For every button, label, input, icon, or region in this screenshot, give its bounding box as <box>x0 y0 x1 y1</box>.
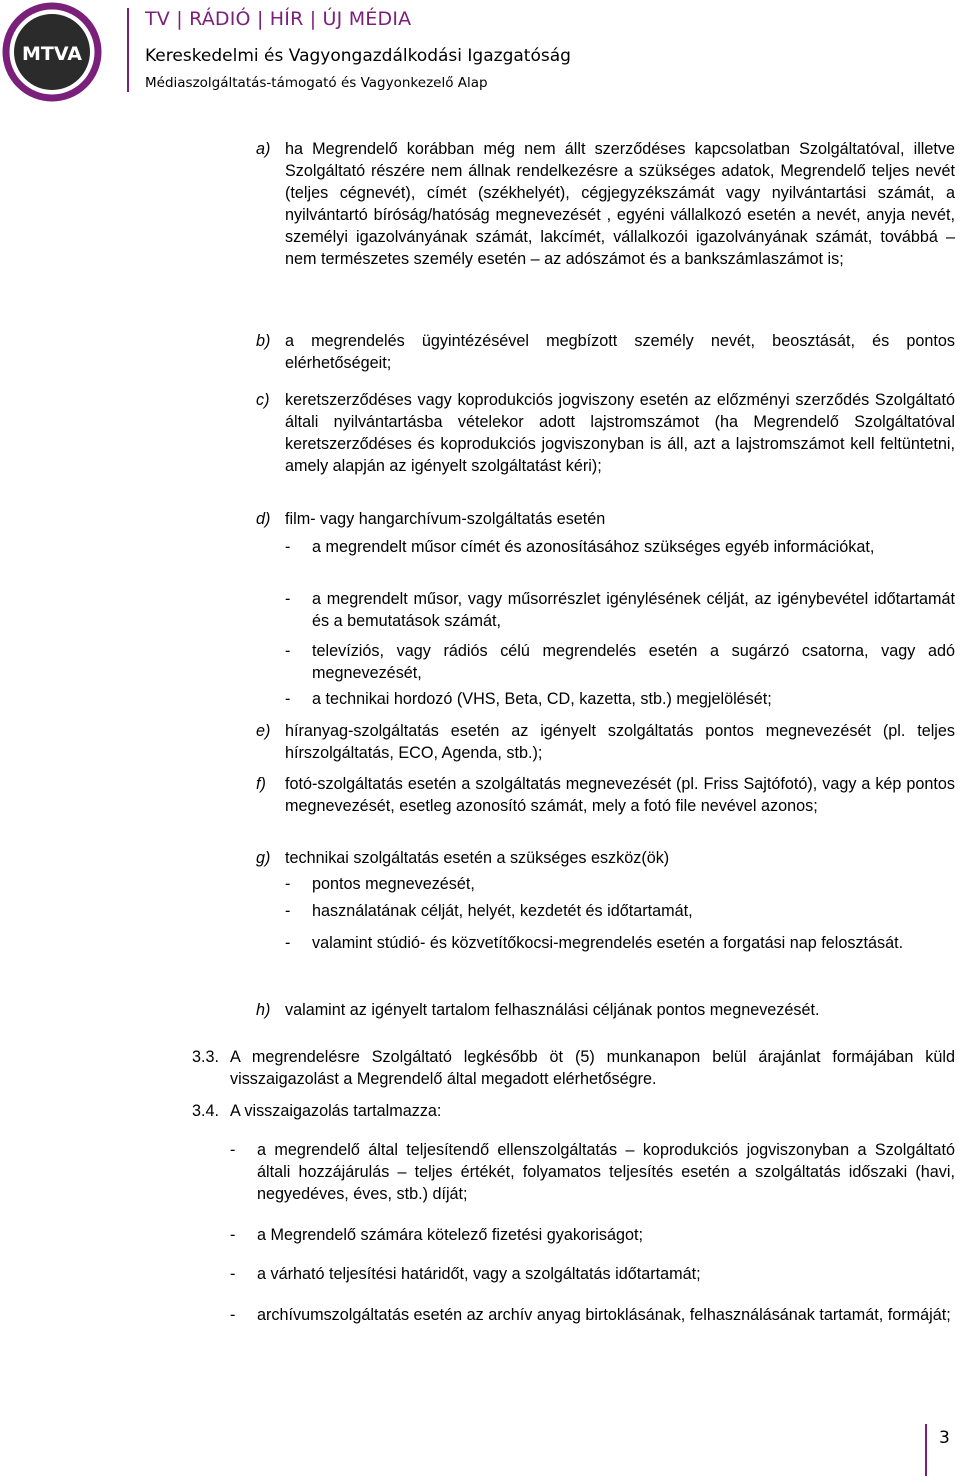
section-3-4-sub2: a Megrendelő számára kötelező fizetési gyakoriságot; <box>257 1226 644 1244</box>
item-d-sub1: a megrendelt műsor címét és azonosításához szükséges egyéb információkat, <box>312 538 875 556</box>
mtva-logo <box>2 2 102 102</box>
item-d-sub4-dash: - <box>285 690 291 708</box>
footer-divider <box>925 1424 927 1476</box>
item-g-sub2-dash: - <box>285 902 291 920</box>
section-3-4-number: 3.4. <box>192 1102 220 1120</box>
section-3-4-text: A visszaigazolás tartalmazza: <box>230 1102 442 1120</box>
item-e-text: híranyag-szolgáltatás esetén az igényelt szolgáltatás pontos megnevezését (pl. teljes hírszolgáltatás, ECO, Agenda, stb.); <box>285 722 955 762</box>
item-d-text: film- vagy hangarchívum-szolgáltatás esetén <box>285 510 606 528</box>
item-g-text: technikai szolgáltatás esetén a szükséges eszköz(ök) <box>285 849 670 867</box>
item-g-marker: g) <box>256 849 271 867</box>
section-3-4-sub4: archívumszolgáltatás esetén az archív anyag birtoklásának, felhasználásának tartamát, formáját; <box>257 1306 951 1324</box>
page-header <box>0 0 960 100</box>
item-d-sub2-dash: - <box>285 590 291 608</box>
section-3-3-number: 3.3. <box>192 1048 220 1066</box>
section-3-4-sub3-dash: - <box>230 1265 236 1283</box>
item-c-marker: c) <box>256 391 270 409</box>
header-directorate: Kereskedelmi és Vagyongazdálkodási Igazgatóság <box>145 46 571 66</box>
section-3-3-text: A megrendelésre Szolgáltató legkésőbb öt (5) munkanapon belül árajánlat formájában küld visszaigazolást a Megrendelő által megadott elérhetőségre. <box>230 1048 955 1088</box>
item-g-sub3: valamint stúdió- és közvetítőkocsi-megrendelés esetén a forgatási nap felosztását. <box>312 934 904 952</box>
section-3-4-sub4-dash: - <box>230 1306 236 1324</box>
item-d-marker: d) <box>256 510 271 528</box>
header-organization: Médiaszolgáltatás-támogató és Vagyonkezelő Alap <box>145 75 488 91</box>
item-g-sub1: pontos megnevezését, <box>312 875 475 893</box>
item-a-marker: a) <box>256 140 271 158</box>
header-tagline: TV | RÁDIÓ | HÍR | ÚJ MÉDIA <box>145 8 412 30</box>
section-3-4-sub2-dash: - <box>230 1226 236 1244</box>
item-c-text: keretszerződéses vagy koprodukciós jogviszony esetén az előzményi szerződés Szolgáltató általi nyilvántartásba vételekor adott lajstromszámot (ha Megrendelő Szolgáltatóval keretszerződéses és koprodukciós jogviszonyban is áll, azt a lajstromszámot kell feltüntetni, amely alapján az igényelt szolgáltatást kéri); <box>285 391 955 475</box>
item-d-sub2: a megrendelt műsor, vagy műsorrészlet igénylésének célját, az igénybevétel időtartamát és a bemutatások számát, <box>312 590 955 630</box>
item-b-marker: b) <box>256 332 271 350</box>
header-divider <box>127 8 129 92</box>
section-3-4-sub3: a várható teljesítési határidőt, vagy a szolgáltatás időtartamát; <box>257 1265 701 1283</box>
item-e-marker: e) <box>256 722 271 740</box>
item-g-sub1-dash: - <box>285 875 291 893</box>
item-d-sub3: televíziós, vagy rádiós célú megrendelés esetén a sugárzó csatorna, vagy adó megnevezését, <box>312 642 955 682</box>
section-3-4-sub1: a megrendelő által teljesítendő ellenszolgáltatás – koprodukciós jogviszonyban a Szolgáltató általi hozzájárulás – teljes értékét, folyamatos teljesítés esetén a szolgáltatás időszaki (havi, negyedéves, éves, stb.) díját; <box>257 1141 955 1203</box>
item-f-marker: f) <box>256 775 266 793</box>
item-d-sub3-dash: - <box>285 642 291 660</box>
item-d-sub4: a technikai hordozó (VHS, Beta, CD, kazetta, stb.) megjelölését; <box>312 690 772 708</box>
item-a-text: ha Megrendelő korábban még nem állt szerződéses kapcsolatban Szolgáltatóval, illetve Szolgáltató részére nem állnak rendelkezésre a szükséges adatok, Megrendelő teljes nevét (teljes cégnevét), címét (székhelyét), cégjegyzékszámát vagy nyilvántartási számát, a nyilvántartó bíróság/hatóság megnevezését , egyéni vállalkozó esetén a nevét, anyja nevét, személyi igazolványának számát, lakcímét, vállalkozói igazolványának számát, továbbá – nem természetes személy esetén – az adószámot és a bankszámlaszámot is; <box>285 140 955 268</box>
item-g-sub2: használatának célját, helyét, kezdetét és időtartamát, <box>312 902 693 920</box>
item-d-sub1-dash: - <box>285 538 291 556</box>
item-h-marker: h) <box>256 1001 271 1019</box>
item-b-text: a megrendelés ügyintézésével megbízott személy nevét, beosztását, és pontos elérhetőségeit; <box>285 332 955 372</box>
page-number: 3 <box>939 1428 950 1448</box>
item-g-sub3-dash: - <box>285 934 291 952</box>
item-h-text: valamint az igényelt tartalom felhasználási céljának pontos megnevezését. <box>285 1001 820 1019</box>
section-3-4-sub1-dash: - <box>230 1141 236 1159</box>
item-f-text: fotó-szolgáltatás esetén a szolgáltatás megnevezését (pl. Friss Sajtófotó), vagy a kép pontos megnevezését, esetleg azonosító számát, mely a fotó file nevével azonos; <box>285 775 955 815</box>
logo-text: MTVA <box>22 43 82 65</box>
